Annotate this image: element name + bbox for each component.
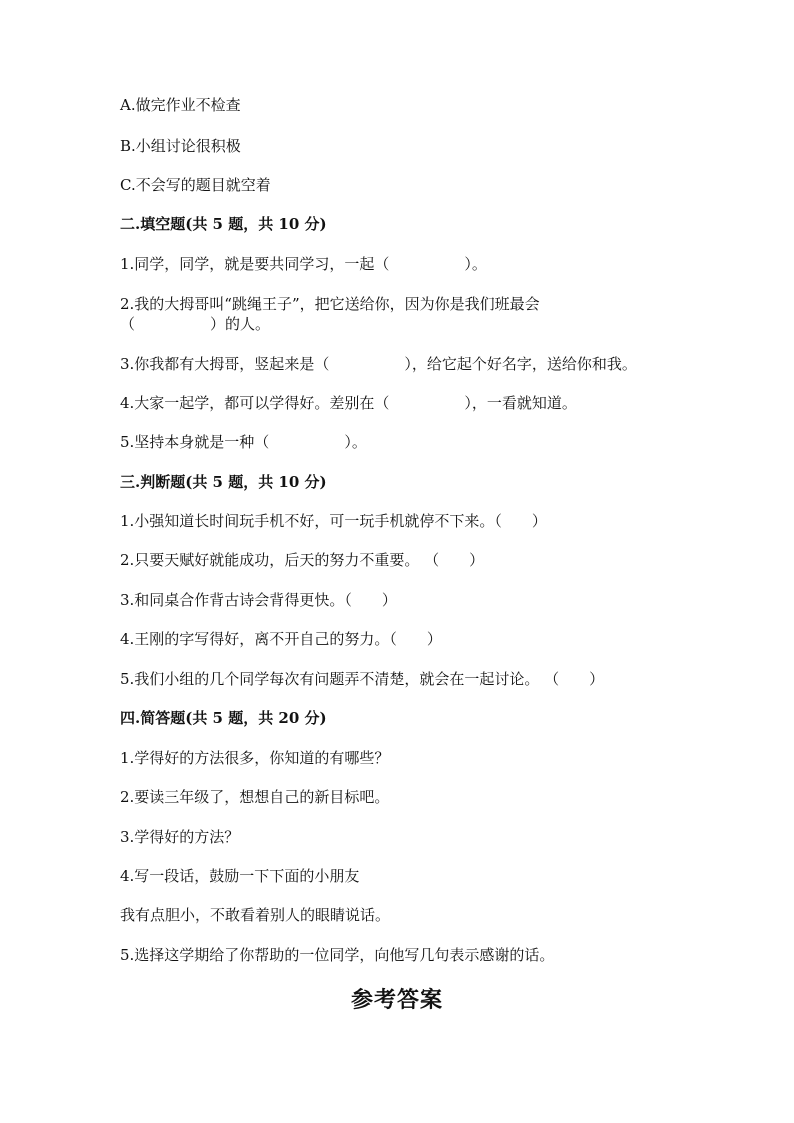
true-false-question-3: 3.和同桌合作背古诗会背得更快。（ ） (120, 591, 397, 609)
section-heading-fill-blank: 二.填空题(共 5 题，共 10 分) (120, 215, 327, 233)
true-false-question-4: 4.王刚的字写得好，离不开自己的努力。（ ） (120, 630, 442, 648)
option-b: B.小组讨论很积极 (120, 137, 241, 155)
true-false-question-2: 2.只要天赋好就能成功，后天的努力不重要。 （ ） (120, 551, 485, 569)
section-heading-true-false: 三.判断题(共 5 题，共 10 分) (120, 473, 327, 491)
answer-key-title: 参考答案 (350, 987, 443, 1013)
true-false-question-1: 1.小强知道长时间玩手机不好，可一玩手机就停不下来。（ ） (120, 512, 547, 530)
short-answer-question-4-quote: 我有点胆小，不敢看着别人的眼睛说话。 (120, 906, 391, 924)
option-c: C.不会写的题目就空着 (120, 176, 271, 194)
short-answer-question-2: 2.要读三年级了，想想自己的新目标吧。 (120, 788, 390, 806)
short-answer-question-1: 1.学得好的方法很多，你知道的有哪些？ (120, 749, 390, 767)
fill-blank-question-2-line-1: 2.我的大拇哥叫“跳绳王子”，把它送给你，因为你是我们班最会 (120, 295, 540, 313)
section-heading-short-answer: 四.简答题(共 5 题，共 20 分) (120, 709, 327, 727)
fill-blank-question-2-line-2: （ ）的人。 (120, 315, 271, 333)
short-answer-question-4: 4.写一段话，鼓励一下下面的小朋友 (120, 867, 360, 885)
true-false-question-5: 5.我们小组的几个同学每次有问题弄不清楚，就会在一起讨论。 （ ） (120, 670, 605, 688)
fill-blank-question-1: 1.同学，同学，就是要共同学习，一起（ ）。 (120, 255, 487, 273)
fill-blank-question-3: 3.你我都有大拇哥，竖起来是（ ），给它起个好名字，送给你和我。 (120, 355, 637, 373)
option-a: A.做完作业不检查 (120, 96, 241, 114)
fill-blank-question-5: 5.坚持本身就是一种（ ）。 (120, 433, 367, 451)
short-answer-question-5: 5.选择这学期给了你帮助的一位同学，向他写几句表示感谢的话。 (120, 946, 555, 964)
short-answer-question-3: 3.学得好的方法？ (120, 828, 240, 846)
fill-blank-question-4: 4.大家一起学，都可以学得好。差别在（ ），一看就知道。 (120, 394, 577, 412)
